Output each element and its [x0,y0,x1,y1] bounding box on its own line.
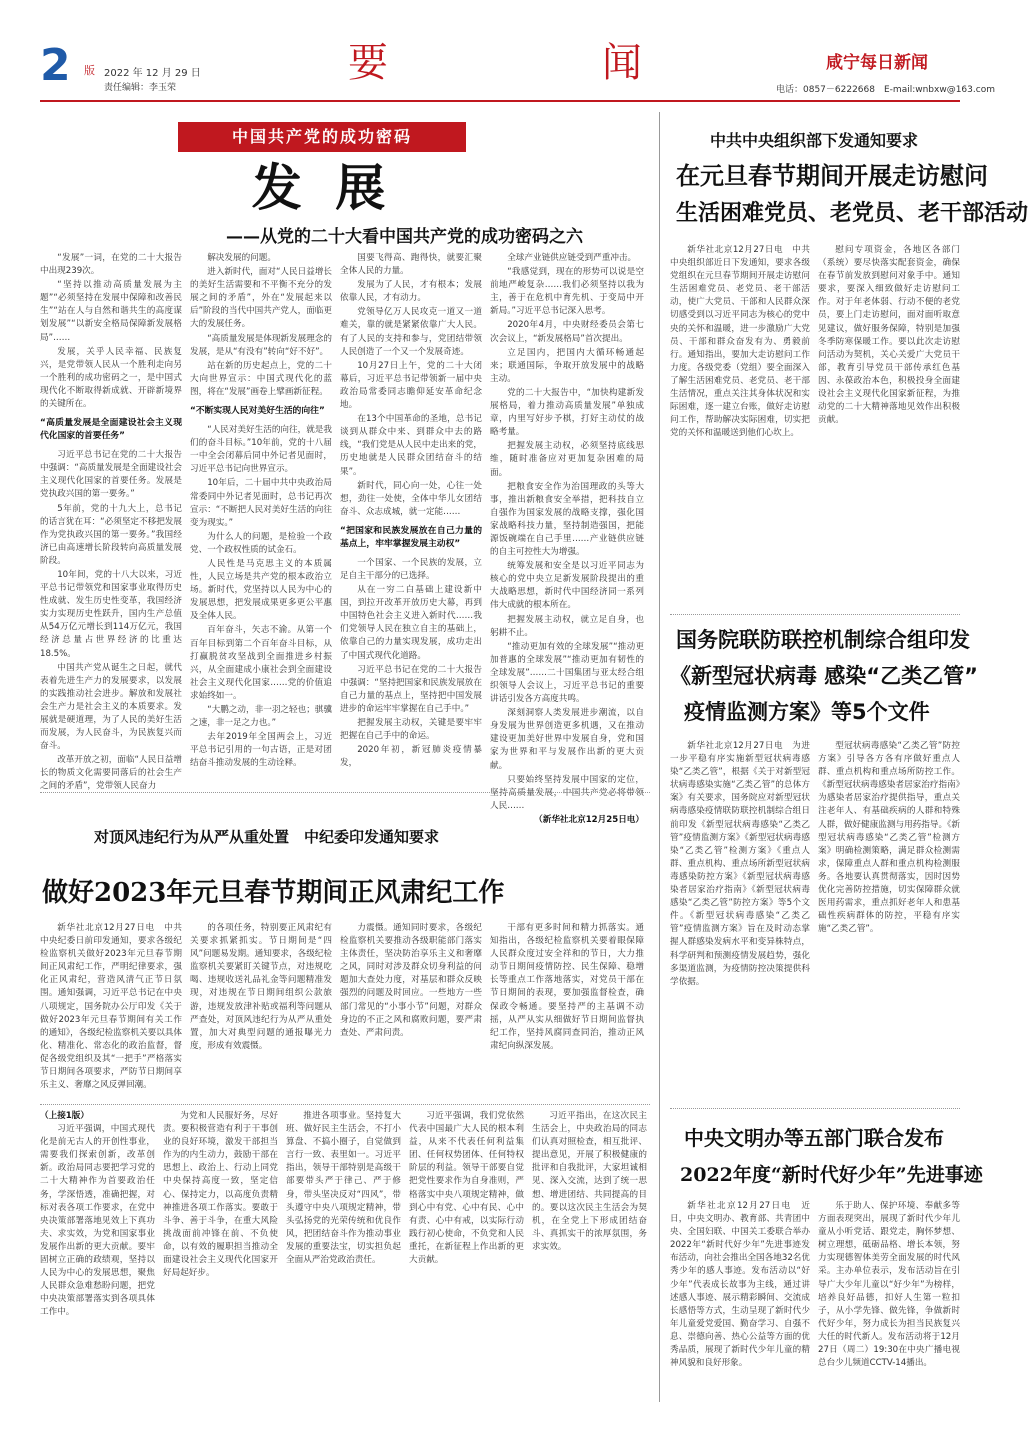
visits-headline-line-2: 生活困难党员、老党员、老干部活动 [676,201,1028,226]
dateline-signoff: （新华社北京12月25日电） [534,814,644,825]
paragraph: 国要飞得高、跑得快，就要汇聚全体人民的力量。 [340,253,482,277]
paragraph: 把握发展主动权，必须坚持底线思维，随时准备应对更加复杂困难的局面。 [490,441,644,478]
section-divider [670,1108,960,1109]
paragraph: 新华社北京12月27日电 为进一步平稳有序实施新型冠状病毒感染“乙类乙管”，根据《关于对新型冠状病毒感染实施“乙类乙管”的总体方案》有关要求，国务院应对新型冠状病毒感染疫情联防联控机制综合组日前印发《新型冠状病毒感染“乙类乙管”疫情监测方案》《新型冠状病毒感染“乙类乙管”检测方案》《重点人群、重点机构、重点场所新型冠状病毒感染防控方案》《新型冠状病毒感染者居家治疗指南》《新型冠状病毒感染“乙类乙管”防控方案》等5个文件。《新型冠状病毒感染“乙类乙管”疫情监测方案》旨在及时动态掌握人群感染发病水平和变异株特点，科学研判和预测疫情发展趋势，强化多渠道监测，为疫情防控决策提供科学依据。 [670,741,810,987]
paragraph: 改革开放之初，面临“人民日益增长的物质文化需要同落后的社会生产之间的矛盾”，党带领人民奋力 [40,755,182,792]
paragraph: 深刻洞察人类发展进步潮流，以自身发展为世界创造更多机遇，又在推动建设更加美好世界中发展自身，党和国家为世界和平与发展作出新的更大贡献。 [490,708,644,771]
discipline-column-2 [190,922,332,1098]
feature-subhead: “高质量发展是全面建设社会主义现代化国家的首要任务” [40,418,182,442]
visits-column-1 [670,244,810,604]
newspaper-name: 咸宁每日新闻 [826,53,928,73]
section-title-left: 要 [348,40,388,86]
feature-column-1 [40,252,182,792]
discipline-column-1 [40,922,182,1098]
paragraph: 习近平指出，在这次民主生活会上，中央政治局的同志们认真对照检查，相互批评、提出意见，开展了积极健康的批评和自我批评，大家坦诚相见、深入交流，达到了统一思想、增进团结、共同提高的目的。要以这次民主生活会为契机，在全党上下形成团结奋斗、真抓实干的浓厚氛围，务求实效。 [532,1111,647,1252]
feature-column-2 [190,252,332,784]
paragraph: “大鹏之动，非一羽之轻也；骐骥之速，非一足之力也。” [190,705,332,729]
feature-column-3 [340,252,482,784]
continued-marker: （上接1版） [40,1111,89,1121]
youth-headline-line-2: 2022年度“新时代好少年”先进事迹 [680,1164,983,1186]
paragraph: 慰问专项资金，各地区各部门（系统）要尽快落实配套资金，确保在春节前发放到慰问对象手中。通知要求，要深入细致做好走访慰问工作。对于年老体弱、行动不便的老党员，要上门走访慰问，面对面听取意见建议，做好服务保障，特别是加强冬季防寒保暖工作。要以此次走访慰问活动为契机，关心关爱广大党员干部，教育引导党员干部传承红色基因、永葆政治本色，积极投身全面建设社会主义现代化国家新征程，为推动党的二十大精神落地见效作出积极贡献。 [818,245,960,426]
feature-column-4 [490,252,644,825]
feature-subhead: “把国家和民族发展放在自己力量的基点上，牢牢掌握发展主动权” [340,525,482,549]
editor-credit: 责任编辑：李玉荣 [104,83,177,93]
paragraph: 10年后，二十届中共中央政治局常委同中外记者见面时，总书记再次宣示：“不断把人民对美好生活的向往变为现实。” [190,478,332,528]
paragraph: “人民对美好生活的向往，就是我们的奋斗目标。”10年前，党的十八届一中全会闭幕后同中外记者见面时，习近平总书记向世界宣示。 [190,425,332,475]
paragraph: 的各项任务，特别要正风肃纪有关要求抓紧抓实。节日期间是“四风”问题易发期。通知要求，各级纪检监察机关要紧盯关键节点，对违规吃喝、违规收送礼品礼金等问题精准发现，对违规在节日期间组织公款旅游，违规发放津补贴或福利等问题从严查处，对顶风违纪行为从严从重处置，加大对典型问题的通报曝光力度，形成有效震慑。 [190,923,332,1051]
paragraph: 党的二十大报告中，“加快构建新发展格局，着力推动高质量发展”单独成章，内里写好步予棋，打好主动仗的战略考量。 [490,387,644,438]
feature-title: 发 展 [251,158,394,217]
paragraph: 新华社北京12月27日电 中共中央组织部近日下发通知，要求各级党组织在元旦春节期间开展走访慰问生活困难党员、老党员、老干部活动，使广大党员、干部和人民群众深切感受到以习近平同志为核心的党中央的关怀和温暖，进一步激励广大党员、干部和群众奋发有为、勇毅前行。通知指出，要加大走访慰问工作力度。各级党委（党组）要全面深入了解生活困难党员、老党员、老干部生活情况，重点关注其身体状况和实际困难，逐一建立台账，做好走访慰问工作，帮助解决实际困难，切实把党的关怀和温暖送到他们心坎上。 [670,245,810,439]
paragraph: 进入新时代，面对“人民日益增长的美好生活需要和不平衡不充分的发展之间的矛盾”，外在“发展起来以后”阶段的当代中国共产党人，面临更大的发展任务。 [190,267,332,330]
visits-headline-line-1: 在元旦春节期间开展走访慰问 [676,162,988,190]
discipline-column-4 [490,922,644,1098]
paragraph: 百年奋斗，矢志不渝。从第一个百年目标到第二个百年奋斗目标，从打赢脱贫攻坚战到全面推进乡村振兴，从全面建成小康社会到全面建设社会主义现代化国家……党的价值追求始终如一。 [190,625,332,701]
paragraph: “推动更加有效的全球发展”“推动更加普惠的全球发展”“推动更加有韧性的全球发展”……二十国集团与亚太经合组织领导人会议上，习近平总书记的重要讲话引发各方高度共鸣。 [490,641,644,705]
paragraph: 习近平总书记在党的二十大报告中强调：“坚持把国家和民族发展放在自己力量的基点上，坚持把中国发展进步的命运牢牢掌握在自己手中。” [340,664,482,714]
paragraph: 习近平总书记在党的二十大报告中强调：“高质量发展是全面建设社会主义现代化国家的首要任务。发展是党执政兴国的第一要务。” [40,450,182,500]
paragraph: “我感觉到，现在的形势可以说是空前地严峻复杂……我们必须坚持以我为主，善于在危机中育先机、于变局中开新局。”习近平总书记深入思考。 [490,267,644,317]
visits-column-2 [818,244,960,604]
paragraph: “坚持以推动高质量发展为主题”“必须坚持在发展中保障和改善民生”“站在人与自然和谐共生的高度谋划发展”“以新安全格局保障新发展格局”…… [40,280,182,343]
paragraph: 中国共产党从诞生之日起，就代表着先进生产力的发展要求，以发展的实践推动社会进步。解放和发展社会生产力是社会主义的本质要求。发展就是硬道理，为了人民的美好生活而发展，为人民奋斗，为民族复兴而奋斗。 [40,662,182,752]
paragraph: 把粮食安全作为治国理政的头等大事，推出新粮食安全举措，把科技自立自强作为国家发展的战略支撑，强化国家战略科技力量，坚持制造强国，把能源饭碗端在自己手里……产业链供应链的自主可控性大为增强。 [490,481,644,558]
paragraph: 10年间，党的十八大以来，习近平总书记带领党和国家事业取得历史性成就、发生历史性变革，我国经济实力实现历史性跃升，国内生产总值从54万亿元增长到114万亿元，我国经济总量占世界经济的比重达18.5%。 [40,569,182,659]
page-number: 2 [40,40,71,91]
section-divider [670,614,960,615]
discipline-headline: 做好2023年元旦春节期间正风肃纪工作 [42,878,505,908]
paragraph: 一个国家、一个民族的发展，立足自主干部分的已选择。 [340,557,482,581]
paragraph: “发展”一词，在党的二十大报告中出现239次。 [40,253,182,277]
masthead [0,0,1000,100]
series-banner: 中国共产党的成功密码 [178,122,466,152]
paragraph: 发展，关乎人民幸福、民族复兴，是党带领人民从一个胜利走向另一个胜利的成功密码之一，是中国式现代化不断取得新成就、开辟新境界的关键所在。 [40,346,182,410]
paragraph: 干部有更多时间和精力抓落实。通知指出，各级纪检监察机关要着眼保障人民群众度过安全祥和的节日，大力推动节日期间疫情防控、民生保障、稳增长等重点工作落地落实，对党员干部在节日期间的表现，要加强监督检查，确保政令畅通。要坚持严的主基调不动摇，从严从实从细做好节日期间监督执纪工作，坚持风腐同查同治，推动正风肃纪向纵深发展。 [490,923,644,1051]
contact-line: 电话：0857－6222668 E-mail:wnbxw@163.com [776,85,995,95]
covid-headline-line-2: 《新型冠状病毒 感染“乙类乙管” [670,664,978,688]
section-divider [40,1104,650,1105]
paragraph: 5年前，党的十九大上，总书记的话言犹在耳：“必须坚定不移把发展作为党执政兴国的第一要务。”我国经济已由高速增长阶段转向高质量发展阶段。 [40,503,182,566]
paragraph: “高质量发展是体现新发展理念的发展，是从“有没有”转向“好不好”。 [190,333,332,357]
paragraph: 力震慑。通知同时要求，各级纪检监察机关要推动各级职能部门落实主体责任，坚决防治享乐主义和奢靡之风，同时对涉及群众切身利益的问题加大查处力度，对基层和群众反映强烈的问题及时回应。一些地方一些部门常见的“小事小节”问题，对群众身边的不正之风和腐败问题，要严肃查处、严肃问责。 [340,923,482,1038]
paragraph: 发展为了人民，才有根本；发展依靠人民，才有动力。 [340,280,482,304]
feature-subtitle: ——从党的二十大看中国共产党的成功密码之六 [226,227,583,247]
feature-subhead: “不断实现人民对美好生活的向往” [190,406,325,417]
page-suffix: 版 [84,64,95,77]
paragraph: 10月27日上午，党的二十大闭幕后，习近平总书记带领新一届中央政治局常委同志瞻仰延安革命纪念地。 [340,360,482,411]
discipline-column-3 [340,922,482,1098]
continuation-column-3 [286,1110,401,1400]
youth-column-2 [818,1200,960,1400]
paragraph: 去年2019年全国两会上，习近平总书记引用的一句古语，正是对团结奋斗推动发展的生动诠释。 [190,732,332,769]
paragraph: 为什么人的问题，是检验一个政党、一个政权性质的试金石。 [190,531,332,555]
paragraph: 站在新的历史起点上，党的二十大向世界宣示：中国式现代化的蓝图，将在“发展”画卷上擘画新征程。 [190,360,332,397]
continuation-column-2 [163,1110,278,1400]
continuation-column-5 [532,1110,647,1400]
paragraph: 习近平强调，中国式现代化是前无古人的开创性事业，需要我们探索创新，改革创新。政治局同志要把学习党的二十大精神作为首要政治任务，学深悟透，准确把握，对标对表各项工作要求，在党中央决策部署落地见效上下真功夫、求实效，为党和国家事业发展作出新的更大贡献。要牢固树立正确的政绩观，坚持以人民为中心的发展思想，聚焦人民群众急难愁盼问题，把党中央决策部署落实到各项具体工作中。 [40,1124,155,1318]
paragraph: 党领导亿万人民攻克一道又一道难关，靠的就是紧紧依靠广大人民。有了人民的支持和参与，党团结带领人民创造了一个又一个发展奇迹。 [340,307,482,357]
covid-column-2 [818,740,960,1100]
paragraph: 2020年4月，中央财经委员会第七次会议上，“新发展格局”首次提出。 [490,320,644,344]
paragraph: 新华社北京12月27日电 近日，中央文明办、教育部、共青团中央、全国妇联、中国关工委联合举办2022年“新时代好少年”先进事迹发布活动，向社会推出全国各地32名优秀少年的感人事迹。发布活动以“好少年”代表成长故事为主线，通过讲述感人事迹、展示精彩瞬间、交流成长感悟等方式，生动呈现了新时代少年儿童爱党爱国、勤奋学习、自强不息、崇德向善、热心公益等方面的优秀品质，展现了新时代少年儿童的精神风貌和良好形象。 [670,1201,810,1369]
paragraph: 从在一穷二白基础上建设新中国，到拉开改革开放历史大幕，再到中国特色社会主义进入新时代……我们党领导人民在独立自主的基础上，依靠自己的力量实现发展，成功走出了中国式现代化道路。 [340,585,482,661]
paragraph: 解决发展的问题。 [207,253,276,263]
paragraph: 乐于助人、保护环境、奉献多等方面表现突出，展现了新时代少年儿童从小听党话、跟党走，胸怀梦想、树立理想，砥砺品格、增长本领，努力实现德智体美劳全面发展的时代风采。主办单位表示，发布活动旨在引导广大少年儿童以“好少年”为榜样，培养良好品德，扣好人生第一粒扣子，从小学先锋、做先锋，争做新时代好少年，努力成长为担当民族复兴大任的时代新人。发布活动将于12月27日（周二）19:30在中央广播电视总台少儿频道CCTV-14播出。 [818,1201,960,1369]
youth-headline-line-1: 中央文明办等五部门联合发布 [684,1126,944,1150]
header-rule [40,100,960,102]
paragraph: 把握发展主动权，关键是要牢牢把握在自己手中的命运。 [340,718,482,742]
paragraph: 把握发展主动权，就立足自身，也躬耕不止。 [490,614,644,638]
paragraph: 推进各项事业。坚持复大班、做好民主生活会，不打小算盘、不搞小圈子，自觉做到言行一致、表里如一。习近平指出，领导干部特别是高级干部要带头严于律己、严于修身，带头坚决反对“四风”，带头遵守中央八项规定精神，带头弘扬党的光荣传统和优良作风，把团结奋斗作为推动事业发展的重要法宝，切实担负起全面从严治党政治责任。 [286,1111,401,1266]
section-title-right: 闻 [602,40,642,86]
youth-column-1 [670,1200,810,1400]
covid-headline-line-1: 国务院联防联控机制综合组印发 [676,628,970,652]
issue-date: 2022 年 12 月 29 日 [104,68,201,79]
paragraph: 新时代，同心向一处，心往一处想，劲往一处使，全体中华儿女团结奋斗、众志成城，就一定能…… [340,480,482,517]
covid-column-1 [670,740,810,1100]
section-divider [40,792,650,793]
paragraph: 新华社北京12月27日电 中共中央纪委日前印发通知，要求各级纪检监察机关做好2023年元旦春节期间正风肃纪工作，严明纪律要求，强化正风肃纪，营造风清气正节日氛围。通知强调，习近平总书记在中央八项规定，国务院办公厅印发《关于做好2023年元旦春节期间有关工作的通知》，各级纪检监察机关要以具体化、精准化、常态化的政治监督，督促各级党组织及其“一把手”严格落实节日期间各项要求，严防节日期间享乐主义、奢靡之风反弹回潮。 [40,923,182,1091]
paragraph: 为党和人民服好务，尽好责。要积极营造有利于干事创业的良好环境，激发干部担当作为的内生动力，鼓励干部在思想上、政治上、行动上同党中央保持高度一致，坚定信心、保持定力，以高度负责精神推进各项工作落实。要敢于斗争、善于斗争，在重大风险挑战面前冲锋在前、不负使命，以有效的履职担当推动全面建设社会主义现代化国家开好局起好步。 [163,1111,278,1279]
column-divider [659,112,660,1402]
paragraph: 统筹发展和安全是以习近平同志为核心的党中央立足新发展阶段提出的重大战略思想，新时代中国经济同一系列伟大成就的根本所在。 [490,561,644,611]
paragraph: 习近平强调，我们党依然代表中国最广大人民的根本利益，从来不代表任何利益集团、任何权势团体、任何特权阶层的利益。领导干部要自觉把党性要求作为自身准则，严格落实中央八项规定精神，做到心中有党、心中有民、心中有责、心中有戒，以实际行动践行初心使命，不负党和人民重托，在新征程上作出新的更大贡献。 [409,1111,524,1266]
paragraph: 只要始终坚持发展中国家的定位，坚持高质量发展，中国共产党必将带领人民…… [490,774,644,811]
paragraph: 全球产业链供应链受到严重冲击。 [507,253,637,263]
paragraph: 型冠状病毒感染“乙类乙管”防控方案》引导各方各有序做好重点人群、重点机构和重点场所防控工作。《新型冠状病毒感染者居家治疗指南》为感染者居家治疗提供指导，重点关注老年人、有基础疾病的人群和特殊人群，做好健康监测与用药指导。《新型冠状病毒感染“乙类乙管”检测方案》明确检测策略，满足群众检测需求，保障重点人群和重点机构检测服务。各地要认真贯彻落实，因时因势优化完善防控措施，切实保障群众就医用药需求，重点抓好老年人和患基础性疾病群体的防控，平稳有序实施“乙类乙管”。 [818,741,960,935]
continuation-column-4 [409,1110,524,1400]
paragraph: 人民性是马克思主义的本质属性，人民立场是共产党的根本政治立场。新时代，党坚持以人民为中心的发展思想，把发展成果更多更公平惠及全体人民。 [190,558,332,622]
discipline-kicker: 对顶风违纪行为从严从重处置 中纪委印发通知要求 [94,828,440,846]
continuation-column-1 [40,1110,155,1400]
paragraph: 2020年初，新冠肺炎疫情暴发， [340,745,482,769]
paragraph: 在13个中国革命的圣地，总书记谈到从群众中来、到群众中去的路线，“我们党是从人民中走出来的党，历史地就是人民群众团结奋斗的结果”。 [340,414,482,477]
covid-headline-line-3: 疫情监测方案》等5个文件 [684,700,930,724]
paragraph: 立足国内，把国内大循环畅通起来；联通国际，争取开放发展中的战略主动。 [490,347,644,384]
visits-kicker: 中共中央组织部下发通知要求 [710,131,919,150]
